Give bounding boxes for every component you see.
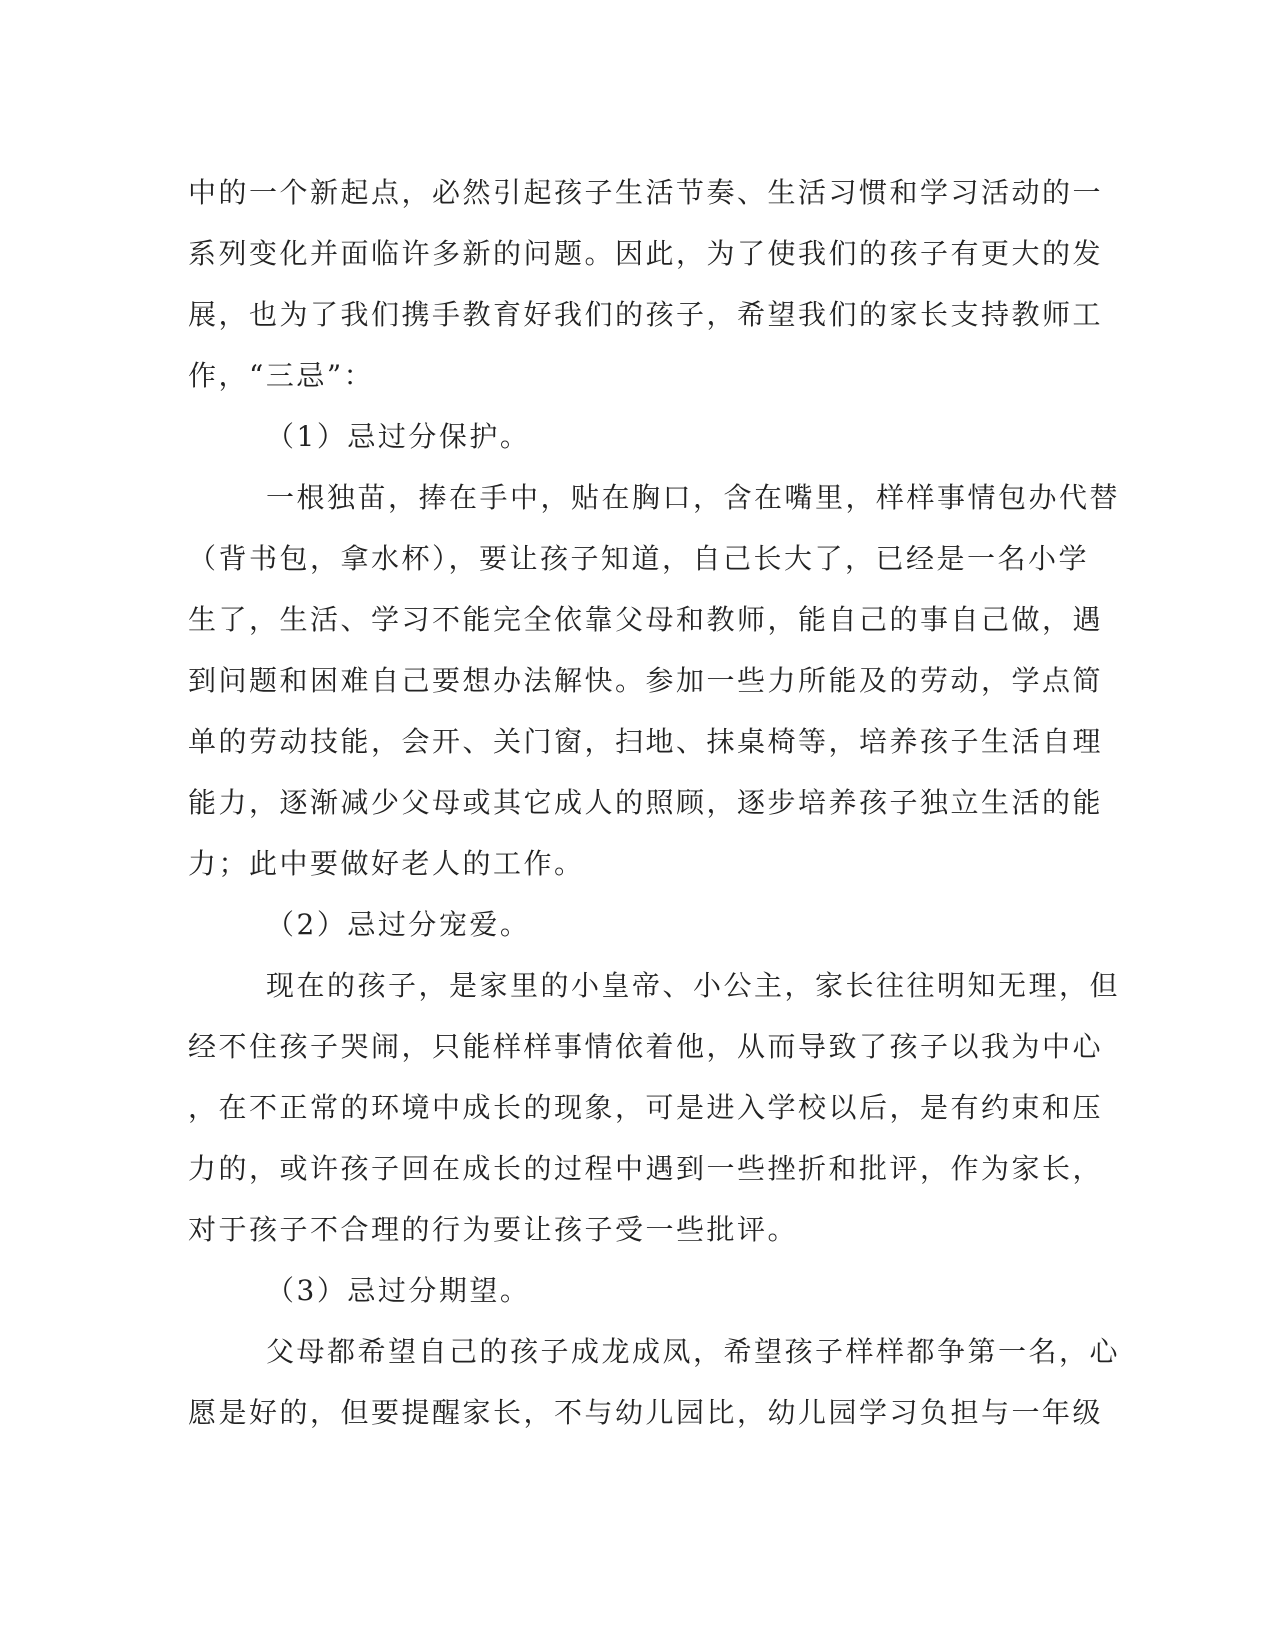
text-line: 对于孩子不合理的行为要让孩子受一些批评。 [188,1213,799,1246]
paragraph-start: 现在的孩子，是家里的小皇帝、小公主，家长往往明知无理，但 [266,969,1121,1002]
paragraph-start: 父母都希望自己的孩子成龙成凤，希望孩子样样都争第一名，心 [266,1335,1121,1368]
text-line: 能力，逐渐减少父母或其它成人的照顾，逐步培养孩子独立生活的能 [188,786,1104,819]
text-line: 中的一个新起点，必然引起孩子生活节奏、生活习惯和学习活动的一 [188,176,1104,209]
text-line: 生了，生活、学习不能完全依靠父母和教师，能自己的事自己做，遇 [188,603,1104,636]
text-line: （背书包，拿水杯），要让孩子知道，自己长大了，已经是一名小学 [188,542,1090,575]
text-line: 展，也为了我们携手教育好我们的孩子，希望我们的家长支持教师工 [188,298,1104,331]
text-line: 愿是好的，但要提醒家长，不与幼儿园比，幼儿园学习负担与一年级 [188,1396,1104,1429]
text-line: 系列变化并面临许多新的问题。因此，为了使我们的孩子有更大的发 [188,237,1104,270]
section-heading-3: （3）忌过分期望。 [266,1274,531,1307]
paragraph-start: 一根独苗，捧在手中，贴在胸口，含在嘴里，样样事情包办代替 [266,481,1121,514]
section-heading-1: （1）忌过分保护。 [266,420,531,453]
text-line: 到问题和困难自己要想办法解快。参加一些力所能及的劳动，学点简 [188,664,1104,697]
document-body [188,162,1121,1443]
text-line: 力；此中要做好老人的工作。 [188,847,585,880]
text-line: 单的劳动技能，会开、关门窗，扫地、抹桌椅等，培养孩子生活自理 [188,725,1104,758]
section-heading-2: （2）忌过分宠爱。 [266,908,531,941]
text-line: 力的，或许孩子回在成长的过程中遇到一些挫折和批评，作为家长， [188,1152,1104,1185]
text-line: 经不住孩子哭闹，只能样样事情依着他，从而导致了孩子以我为中心 [188,1030,1104,1063]
text-line: ，在不正常的环境中成长的现象，可是进入学校以后，是有约束和压 [188,1091,1104,1124]
text-line: 作，“三忌”： [188,359,375,392]
